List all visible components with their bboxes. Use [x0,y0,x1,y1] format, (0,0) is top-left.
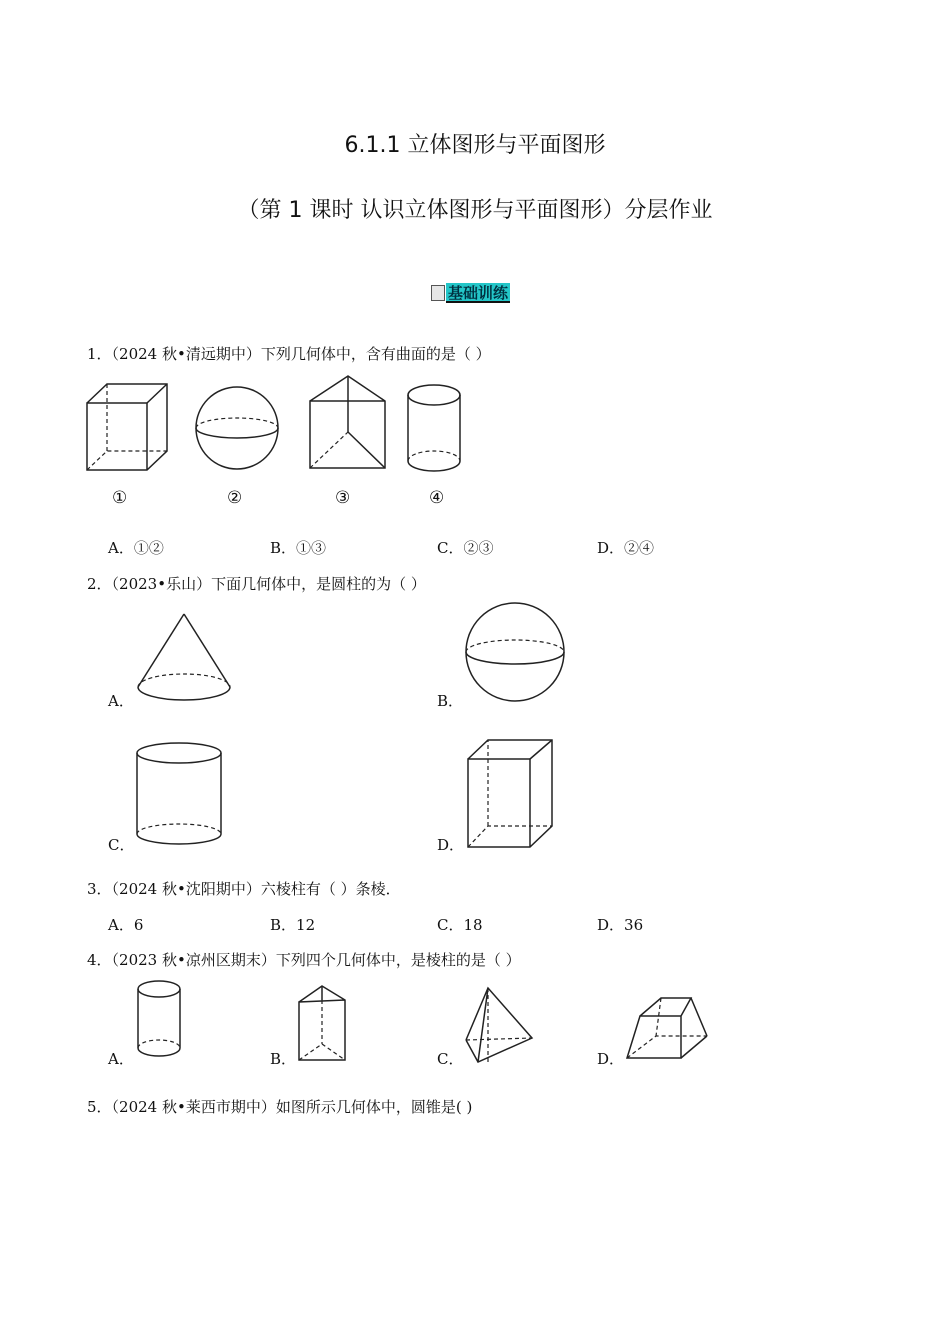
q3-option-d[interactable]: D．36 [597,916,644,934]
cylinder-figure-2 [136,742,224,846]
sphere-figure-2 [465,602,567,704]
figure-label-4: ④ [429,488,445,508]
q1-option-b[interactable]: B．①③ [270,539,327,557]
q4-option-b[interactable]: B． [270,1050,297,1068]
q4-option-c[interactable]: C． [437,1050,464,1068]
question-1-text: 1．（2024 秋•清远期中）下列几何体中，含有曲面的是（ ） [87,345,491,363]
q1-option-c[interactable]: C．②③ [437,539,494,557]
triangular-prism-figure [307,374,393,470]
question-4-text: 4．（2023 秋•凉州区期末）下列四个几何体中，是棱柱的是（ ） [87,951,521,969]
question-5-text: 5．（2024 秋•莱西市期中）如图所示几何体中，圆锥是( ) [87,1098,473,1116]
q4-option-d[interactable]: D． [597,1050,625,1068]
q2-option-c[interactable]: C． [108,836,135,854]
section-box-icon [431,285,445,301]
section-label [431,283,519,303]
frustum-figure [625,996,709,1062]
cone-figure [137,612,231,704]
cylinder-figure-3 [137,980,183,1060]
figure-label-2: ② [227,488,243,508]
q2-option-b[interactable]: B． [437,692,464,710]
q2-option-a[interactable]: A． [108,692,134,710]
cylinder-figure [406,384,464,476]
q1-option-a[interactable]: A．①② [108,539,164,557]
triangular-prism-figure-2 [297,984,349,1062]
pyramid-figure [464,986,534,1064]
rectangular-prism-figure [466,738,554,850]
sphere-figure [194,385,280,471]
figure-label-1: ① [112,488,128,508]
q3-option-a[interactable]: A．6 [108,916,144,934]
q1-option-d[interactable]: D．②④ [597,539,655,557]
page-title: 6.1.1 立体图形与平面图形 [344,133,606,158]
section-label-text: 基础训练 [448,284,509,302]
q4-option-a[interactable]: A． [108,1050,134,1068]
q2-option-d[interactable]: D． [437,836,465,854]
figure-label-3: ③ [335,488,351,508]
question-3-text: 3．（2024 秋•沈阳期中）六棱柱有（ ）条棱． [87,880,401,898]
cube-figure [85,382,170,474]
q3-option-c[interactable]: C．18 [437,916,483,934]
page-subtitle: （第 1 课时 认识立体图形与平面图形）分层作业 [237,198,713,223]
question-2-text: 2．（2023•乐山）下面几何体中，是圆柱的为（ ） [87,575,426,593]
q3-option-b[interactable]: B．12 [270,916,316,934]
